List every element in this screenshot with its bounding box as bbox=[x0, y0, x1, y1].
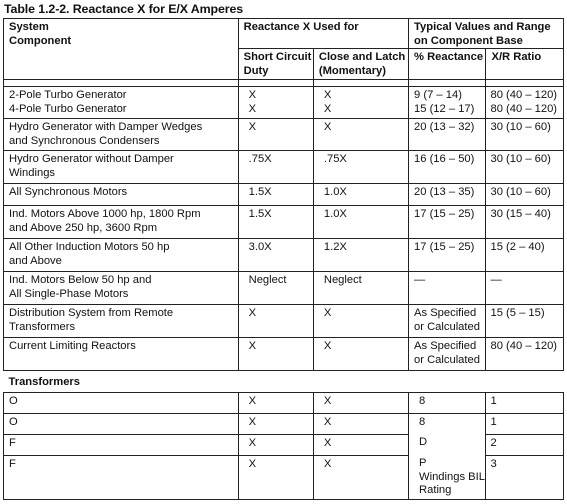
component-cell-line: and Above 250 hp, 3600 Rpm bbox=[9, 221, 158, 234]
xr-ratio-cell-line bbox=[490, 135, 558, 149]
xr-ratio-cell bbox=[486, 413, 564, 434]
component-cell bbox=[4, 413, 239, 434]
pct-reactance-cell bbox=[409, 305, 486, 338]
pct-reactance-cell-line: or Calculated bbox=[414, 353, 480, 366]
component-cell-line: All Single-Phase Motors bbox=[9, 287, 129, 300]
component-cell bbox=[4, 206, 239, 239]
transformer-row bbox=[4, 413, 564, 434]
short-circuit-cell-line: 3.0X bbox=[248, 241, 272, 253]
pct-reactance-cell-line: 20 (13 – 32) bbox=[414, 121, 475, 133]
pct-reactance-cell-line bbox=[414, 167, 480, 181]
xr-ratio-cell-line: 3 bbox=[490, 457, 497, 470]
table-row bbox=[4, 272, 564, 305]
xr-ratio-cell bbox=[486, 434, 564, 455]
pct-reactance-cell-line: 8 bbox=[419, 415, 426, 428]
xr-ratio-cell-line bbox=[490, 288, 558, 302]
component-cell bbox=[4, 434, 239, 455]
reactance-table bbox=[3, 18, 564, 500]
table-row bbox=[4, 305, 564, 338]
xr-ratio-cell bbox=[486, 305, 564, 338]
component-cell-line: 4-Pole Turbo Generator bbox=[9, 102, 127, 115]
component-cell bbox=[4, 305, 239, 338]
close-latch-cell-line: X bbox=[323, 102, 332, 115]
pct-reactance-cell bbox=[409, 87, 486, 119]
short-circuit-cell-line bbox=[249, 255, 308, 269]
transformer-rows bbox=[4, 392, 564, 499]
table-row bbox=[4, 184, 564, 206]
close-latch-cell-line: 1.2X bbox=[323, 241, 347, 253]
close-latch-cell bbox=[313, 272, 408, 305]
component-cell-line: F bbox=[9, 436, 16, 449]
close-latch-cell-line bbox=[324, 167, 403, 181]
close-latch-cell-line: X bbox=[323, 457, 332, 470]
header-pct-reactance: % Reactance bbox=[409, 49, 486, 80]
close-latch-cell-line: X bbox=[323, 340, 332, 352]
component-cell bbox=[4, 338, 239, 371]
component-cell bbox=[4, 392, 239, 413]
table-row bbox=[4, 239, 564, 272]
close-latch-cell-line bbox=[324, 255, 403, 269]
close-latch-cell-line: X bbox=[323, 415, 332, 428]
close-latch-cell-line: 1.0X bbox=[323, 186, 347, 198]
xr-ratio-cell-line: 30 (15 – 40) bbox=[490, 208, 551, 220]
short-circuit-cell-line: 1.5X bbox=[248, 208, 272, 220]
short-circuit-cell-line bbox=[249, 321, 308, 335]
component-cell bbox=[4, 119, 239, 151]
xr-ratio-cell-line: 30 (10 – 60) bbox=[490, 121, 551, 133]
xr-ratio-cell-line: 1 bbox=[490, 415, 497, 428]
component-cell-line: O bbox=[9, 394, 18, 407]
pct-reactance-cell bbox=[409, 434, 486, 455]
pct-reactance-cell-line: Rating bbox=[419, 484, 452, 496]
pct-reactance-cell-line bbox=[414, 222, 480, 236]
short-circuit-cell bbox=[238, 305, 313, 338]
component-cell-line: 2-Pole Turbo Generator bbox=[9, 89, 127, 101]
close-latch-cell bbox=[313, 119, 408, 151]
xr-ratio-cell bbox=[486, 87, 564, 119]
xr-ratio-cell-line bbox=[490, 167, 558, 181]
close-latch-cell bbox=[313, 434, 408, 455]
short-circuit-cell bbox=[238, 455, 313, 499]
xr-ratio-cell-line: 80 (40 – 120) bbox=[490, 102, 558, 115]
xr-ratio-cell-line: 80 (40 – 120) bbox=[490, 340, 558, 352]
component-cell bbox=[4, 239, 239, 272]
short-circuit-cell bbox=[238, 119, 313, 151]
short-circuit-cell-line: X bbox=[248, 436, 257, 449]
close-latch-cell bbox=[313, 151, 408, 184]
pct-reactance-cell-line: 8 bbox=[419, 394, 426, 407]
pct-reactance-cell-line: As Specified bbox=[414, 340, 477, 352]
close-latch-cell bbox=[313, 413, 408, 434]
pct-reactance-cell-line bbox=[414, 255, 480, 269]
short-circuit-cell-line: X bbox=[248, 307, 257, 319]
header-row-top bbox=[4, 19, 564, 49]
component-cell-line: O bbox=[9, 415, 18, 428]
short-circuit-cell bbox=[238, 392, 313, 413]
short-circuit-cell bbox=[238, 239, 313, 272]
short-circuit-cell-line bbox=[249, 167, 308, 181]
short-circuit-cell bbox=[238, 413, 313, 434]
xr-ratio-cell-line: 30 (10 – 60) bbox=[490, 153, 551, 165]
short-circuit-cell-line bbox=[249, 288, 308, 302]
pct-reactance-cell bbox=[409, 455, 486, 499]
component-cell-line: Hydro Generator without Damper bbox=[9, 153, 174, 165]
table-row bbox=[4, 87, 564, 119]
short-circuit-cell bbox=[238, 184, 313, 206]
short-circuit-cell bbox=[238, 151, 313, 184]
xr-ratio-cell-line bbox=[490, 222, 558, 236]
pct-reactance-cell bbox=[409, 206, 486, 239]
short-circuit-cell-line: X bbox=[248, 340, 257, 352]
close-latch-cell-line bbox=[324, 321, 403, 335]
component-cell-line: Windings bbox=[9, 166, 56, 179]
xr-ratio-cell bbox=[486, 184, 564, 206]
component-cell-line: Transformers bbox=[9, 320, 76, 333]
transformers-section-row bbox=[4, 371, 564, 393]
xr-ratio-cell-line: 15 (5 – 15) bbox=[490, 307, 545, 319]
pct-reactance-cell-line: As Specified bbox=[414, 307, 477, 319]
pct-reactance-cell-line: D bbox=[419, 436, 428, 448]
pct-reactance-cell bbox=[409, 119, 486, 151]
xr-ratio-cell bbox=[486, 455, 564, 499]
component-cell bbox=[4, 455, 239, 499]
table-title: Table 1.2-2. Reactance X for E/X Amperes bbox=[4, 2, 244, 16]
short-circuit-cell-line: X bbox=[248, 89, 257, 101]
short-circuit-cell-line: .75X bbox=[248, 153, 272, 165]
close-latch-cell bbox=[313, 206, 408, 239]
table-row bbox=[4, 119, 564, 151]
xr-ratio-cell bbox=[486, 151, 564, 184]
table-row bbox=[4, 151, 564, 184]
short-circuit-cell-line: X bbox=[248, 457, 257, 470]
close-latch-cell bbox=[313, 455, 408, 499]
pct-reactance-cell-line: 15 (12 – 17) bbox=[414, 102, 475, 115]
close-latch-cell-line bbox=[324, 288, 403, 302]
pct-reactance-cell-line: — bbox=[414, 274, 426, 286]
short-circuit-cell-line bbox=[249, 222, 308, 236]
short-circuit-cell-line: Neglect bbox=[248, 274, 287, 286]
component-cell-line: Distribution System from Remote bbox=[9, 307, 174, 319]
component-cell-line: F bbox=[9, 457, 16, 470]
transformer-row bbox=[4, 455, 564, 499]
transformer-row bbox=[4, 392, 564, 413]
close-latch-cell bbox=[313, 87, 408, 119]
pct-reactance-cell bbox=[409, 184, 486, 206]
xr-ratio-cell-line bbox=[490, 321, 558, 335]
close-latch-cell bbox=[313, 239, 408, 272]
short-circuit-cell-line: 1.5X bbox=[248, 186, 272, 198]
transformers-heading: Transformers bbox=[4, 371, 564, 393]
transformer-row bbox=[4, 434, 564, 455]
close-latch-cell-line: X bbox=[323, 121, 332, 133]
close-latch-cell-line: X bbox=[323, 89, 332, 101]
component-cell-line: and Synchronous Condensers bbox=[9, 134, 160, 147]
component-cell bbox=[4, 184, 239, 206]
xr-ratio-cell-line bbox=[490, 255, 558, 269]
pct-reactance-cell-line: 20 (13 – 35) bbox=[414, 186, 475, 198]
pct-reactance-cell bbox=[409, 239, 486, 272]
pct-reactance-cell-line: Windings BIL bbox=[419, 470, 485, 483]
component-cell bbox=[4, 87, 239, 119]
component-cell-line: Ind. Motors Above 1000 hp, 1800 Rpm bbox=[9, 208, 201, 220]
short-circuit-cell-line: X bbox=[248, 394, 257, 407]
header-short-circuit: Short Circuit Duty bbox=[238, 49, 313, 80]
component-cell-line: Hydro Generator with Damper Wedges bbox=[9, 121, 203, 133]
short-circuit-cell-line bbox=[249, 135, 308, 149]
short-circuit-cell-line: X bbox=[248, 102, 257, 115]
component-cell-line: All Synchronous Motors bbox=[9, 186, 128, 198]
table-row bbox=[4, 206, 564, 239]
xr-ratio-cell bbox=[486, 272, 564, 305]
pct-reactance-cell bbox=[409, 151, 486, 184]
close-latch-cell-line bbox=[324, 222, 403, 236]
xr-ratio-cell bbox=[486, 338, 564, 371]
xr-ratio-cell-line: 80 (40 – 120) bbox=[490, 89, 558, 101]
xr-ratio-cell bbox=[486, 206, 564, 239]
short-circuit-cell bbox=[238, 87, 313, 119]
xr-ratio-cell bbox=[486, 119, 564, 151]
close-latch-cell-line bbox=[324, 135, 403, 149]
close-latch-cell-line: .75X bbox=[323, 153, 347, 165]
pct-reactance-cell bbox=[409, 272, 486, 305]
pct-reactance-cell-line: P bbox=[419, 457, 427, 469]
pct-reactance-cell-line bbox=[414, 135, 480, 149]
short-circuit-cell bbox=[238, 272, 313, 305]
close-latch-cell bbox=[313, 392, 408, 413]
close-latch-cell bbox=[313, 305, 408, 338]
short-circuit-cell bbox=[238, 338, 313, 371]
component-cell-line: and Above bbox=[9, 254, 62, 267]
xr-ratio-cell-line: 2 bbox=[490, 436, 497, 449]
spacer-row bbox=[4, 80, 564, 87]
component-rows bbox=[4, 87, 564, 371]
xr-ratio-cell-line: — bbox=[490, 274, 502, 286]
pct-reactance-cell bbox=[409, 338, 486, 371]
table-row bbox=[4, 338, 564, 371]
close-latch-cell-line: X bbox=[323, 307, 332, 319]
close-latch-cell-line: X bbox=[323, 436, 332, 449]
xr-ratio-cell bbox=[486, 392, 564, 413]
header-xr-ratio: X/R Ratio bbox=[486, 49, 564, 80]
pct-reactance-cell-line: or Calculated bbox=[414, 320, 480, 333]
component-cell bbox=[4, 272, 239, 305]
component-cell-line: All Other Induction Motors 50 hp bbox=[9, 241, 170, 253]
component-cell bbox=[4, 151, 239, 184]
short-circuit-cell bbox=[238, 206, 313, 239]
short-circuit-cell-line: X bbox=[248, 415, 257, 428]
pct-reactance-cell-line: 17 (15 – 25) bbox=[414, 208, 475, 220]
component-cell-line: Ind. Motors Below 50 hp and bbox=[9, 274, 152, 286]
pct-reactance-cell-line: 16 (16 – 50) bbox=[414, 153, 475, 165]
close-latch-cell-line: 1.0X bbox=[323, 208, 347, 220]
close-latch-cell-line: Neglect bbox=[323, 274, 362, 286]
pct-reactance-cell-line: 17 (15 – 25) bbox=[414, 241, 475, 253]
xr-ratio-cell-line: 15 (2 – 40) bbox=[490, 241, 545, 253]
pct-reactance-cell-line bbox=[414, 288, 480, 302]
xr-ratio-cell-line: 30 (10 – 60) bbox=[490, 186, 551, 198]
pct-reactance-cell bbox=[409, 413, 486, 434]
component-cell-line: Current Limiting Reactors bbox=[9, 340, 136, 352]
header-typical-values: Typical Values and Range on Component Base bbox=[409, 19, 564, 49]
close-latch-cell bbox=[313, 338, 408, 371]
header-reactance-used-for: Reactance X Used for bbox=[238, 19, 408, 49]
short-circuit-cell-line: X bbox=[248, 121, 257, 133]
short-circuit-cell bbox=[238, 434, 313, 455]
xr-ratio-cell-line: 1 bbox=[490, 394, 497, 407]
xr-ratio-cell bbox=[486, 239, 564, 272]
pct-reactance-cell bbox=[409, 392, 486, 413]
close-latch-cell-line: X bbox=[323, 394, 332, 407]
header-close-latch: Close and Latch (Momentary) bbox=[313, 49, 408, 80]
pct-reactance-cell-line: 9 (7 – 14) bbox=[414, 89, 462, 101]
close-latch-cell bbox=[313, 184, 408, 206]
header-system-component: System Component bbox=[4, 19, 239, 80]
